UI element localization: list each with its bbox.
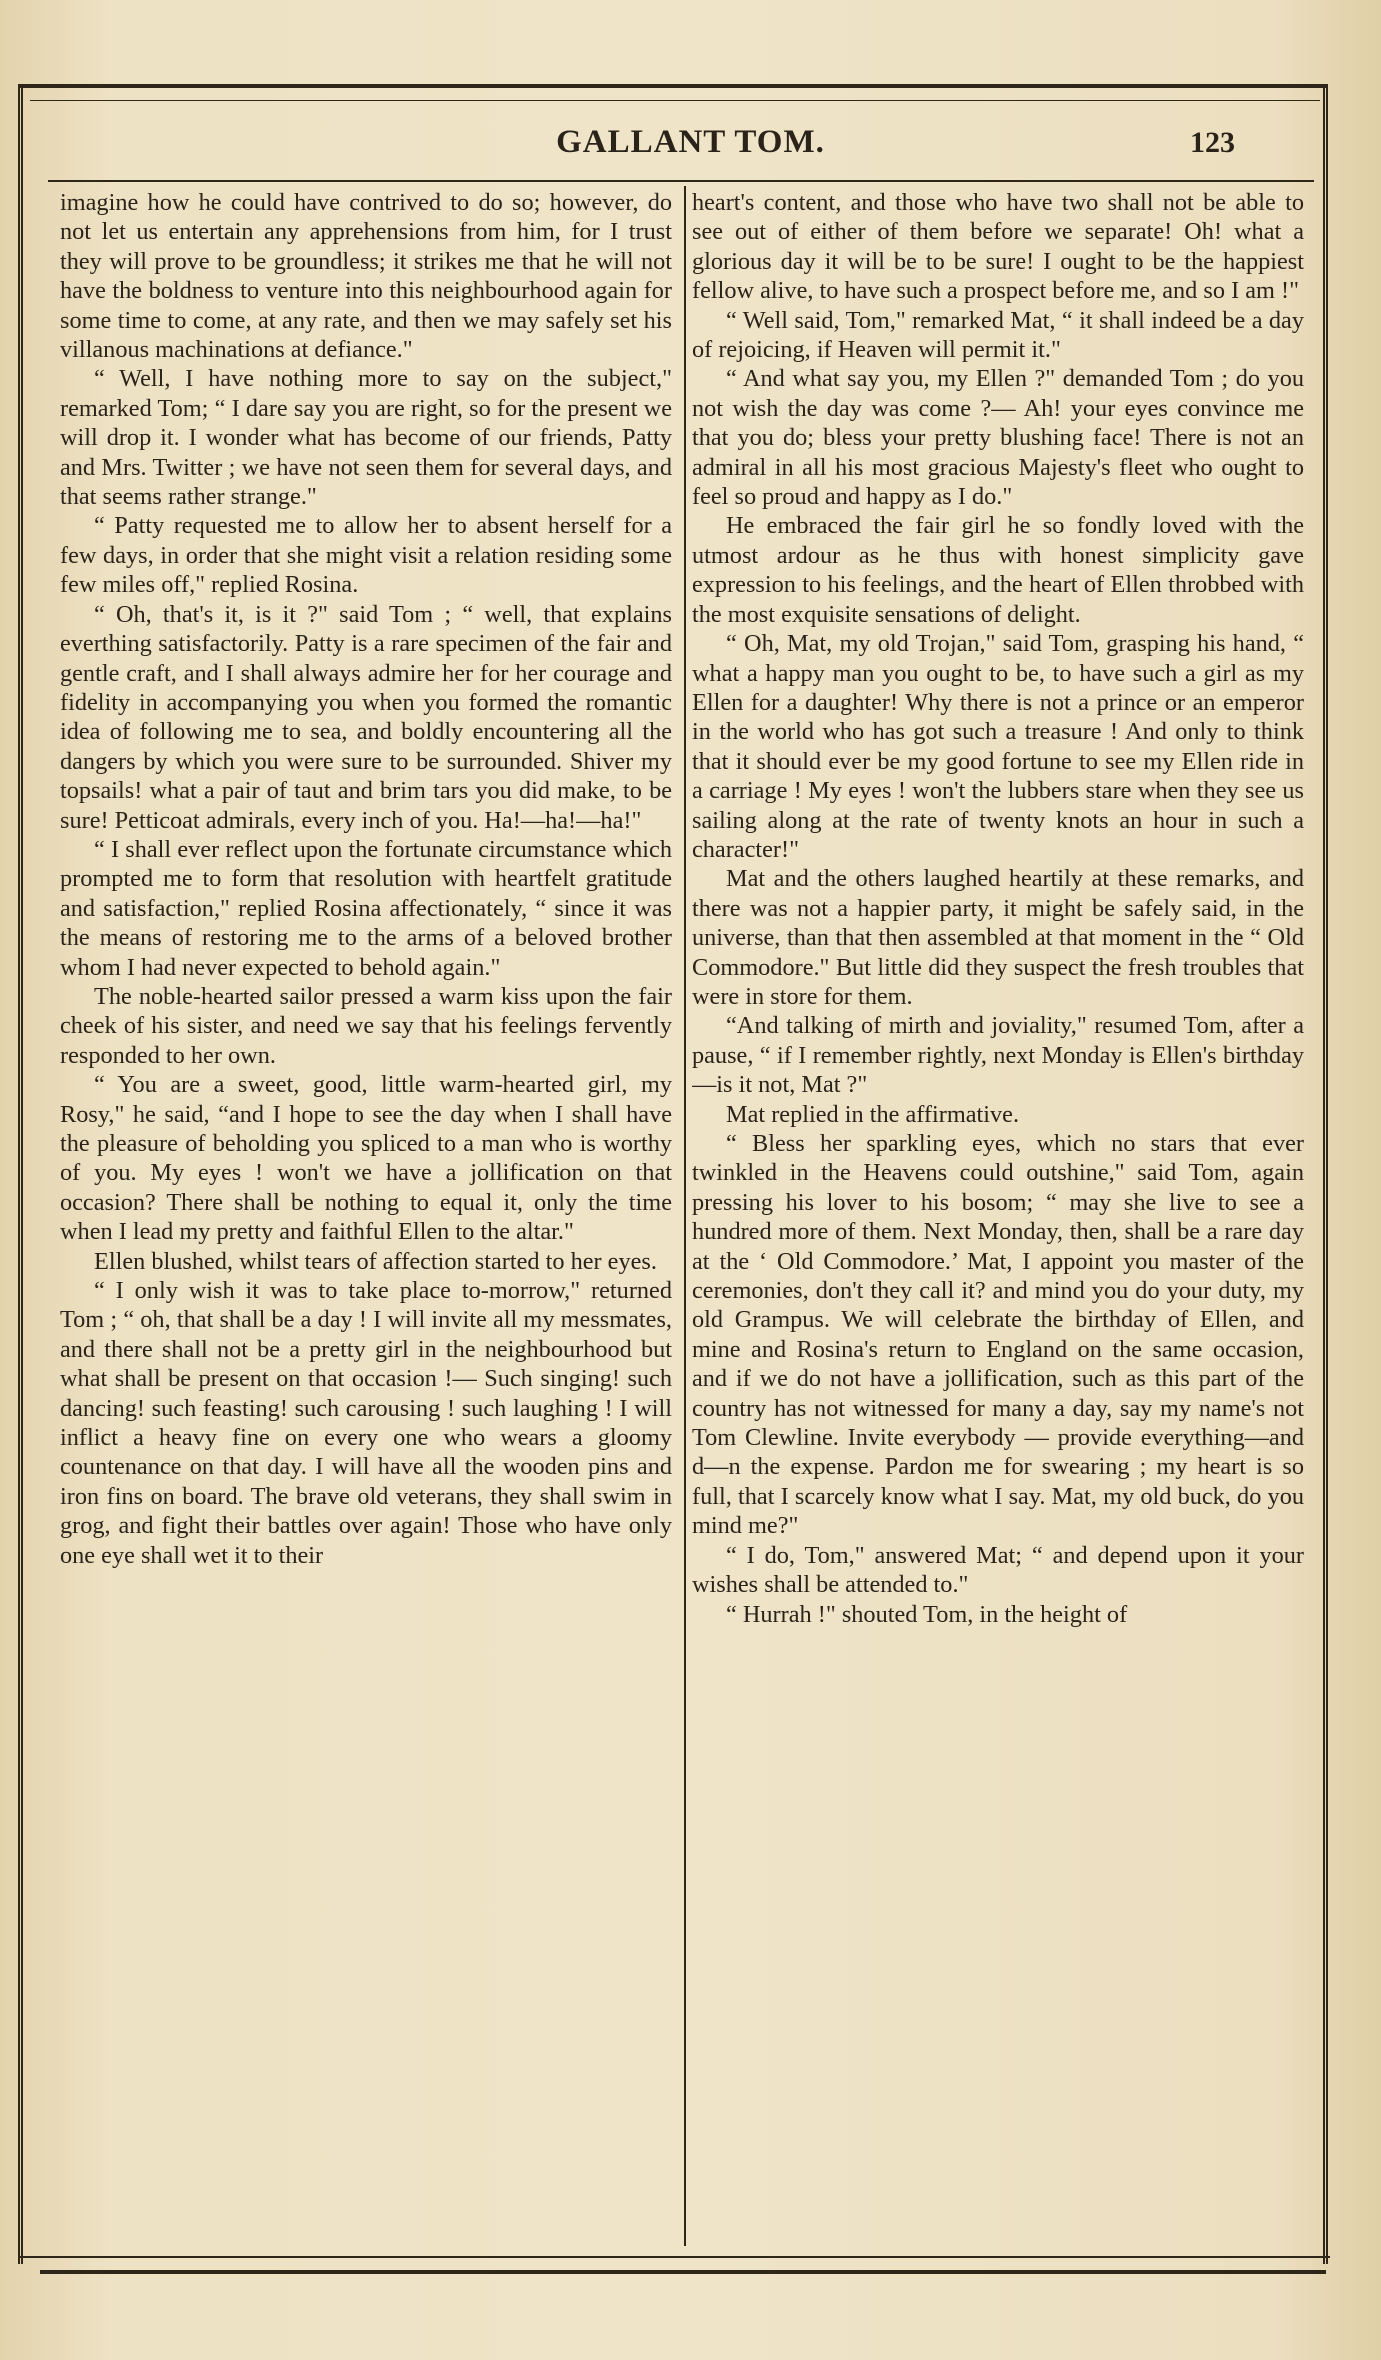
- left-column: [60, 188, 672, 2248]
- paragraph: “ Hurrah !" shouted Tom, in the height of: [726, 1600, 1128, 1628]
- paragraph: “ Patty requested me to allow her to absent herself for a few days, in order that she might visit a relation residing some few miles off," replied Rosina.: [60, 512, 672, 599]
- column-divider: [684, 186, 686, 2246]
- paragraph: imagine how he could have contrived to do so; however, do not let us entertain any apprehensions from him, for I trust they will prove to be groundless; it strikes me that he will not have the boldness to venture into this neighbourhood again for some time to come, at any rate, and then we may safely set his villanous machinations at defiance.": [60, 189, 672, 364]
- bottom-border-rule: [18, 2256, 1330, 2258]
- right-column: [692, 188, 1304, 2248]
- page-number: 123: [1190, 126, 1235, 159]
- paragraph: “ And what say you, my Ellen ?" demanded Tom ; do you not wish the day was come ?— Ah! your eyes convince me that you do; bless your pretty blushing face! There is not an admiral in all his most gracious Majesty's fleet who ought to feel so proud and happy as I do.": [692, 365, 1304, 511]
- paragraph: The noble-hearted sailor pressed a warm kiss upon the fair cheek of his sister, and need we say that his feelings fervently responded to her own.: [60, 982, 672, 1069]
- running-title: GALLANT TOM.: [556, 124, 825, 160]
- paragraph: Mat and the others laughed heartily at these remarks, and there was not a happier party, it might be safely said, in the universe, than that then assembled at that moment in the “ Old Commodore." But little did they suspect the fresh troubles that were in store for them.: [692, 865, 1304, 1010]
- header-rule: [48, 180, 1314, 182]
- paragraph: “ Oh, that's it, is it ?" said Tom ; “ well, that explains everthing satisfactorily. Patty is a rare specimen of the fair and gentle craft, and I shall always admire her for her courage and fidelity in accompanying you when you formed the romantic idea of following me to sea, and boldly encountering all the dangers by which you were sure to be surrounded. Shiver my topsails! what a pair of taut and brim tars you did make, to be sure! Petticoat admirals, every inch of you. Ha!—ha!—ha!": [60, 600, 672, 834]
- paragraph: “ I shall ever reflect upon the fortunate circumstance which prompted me to form that resolution with heartfelt gratitude and satisfaction," replied Rosina affectionately, “ since it was the means of restoring me to the arms of a beloved brother whom I had never expected to behold again.": [60, 835, 672, 981]
- paragraph: “ I do, Tom," answered Mat; “ and depend upon it your wishes shall be attended to.": [692, 1541, 1304, 1599]
- paragraph: “ Oh, Mat, my old Trojan," said Tom, grasping his hand, “ what a happy man you ought to be, to have such a girl as my Ellen for a daughter! Why there is not a prince or an emperor in the world who has got such a treasure ! And only to think that it should ever be my good fortune to see my Ellen ride in a carriage ! My eyes ! won't the lubbers stare when they see us sailing along at the rate of twenty knots an hour in such a character!": [692, 630, 1304, 863]
- paragraph: “And talking of mirth and joviality," resumed Tom, after a pause, “ if I remember rightly, next Monday is Ellen's birthday—is it not, Mat ?": [692, 1012, 1304, 1099]
- paragraph: Mat replied in the affirmative.: [726, 1100, 1020, 1128]
- paragraph: Ellen blushed, whilst tears of affection started to her eyes.: [94, 1247, 657, 1275]
- bottom-border-thick-rule: [40, 2270, 1326, 2274]
- paragraph: “ Bless her sparkling eyes, which no stars that ever twinkled in the Heavens could outshine," said Tom, again pressing his lover to his bosom; “ may she live to see a hundred more of them. Next Monday, then, shall be a rare day at the ‘ Old Commodore.’ Mat, I appoint you master of the ceremonies, don't they call it? and mind you do your duty, my old Grampus. We will celebrate the birthday of Ellen, and mine and Rosina's return to England on the same occasion, and if we do not have a jollification, such as this part of the country has not witnessed for many a day, say my name's not Tom Clewline. Invite everybody — provide everything—and d—n the expense. Pardon me for swearing ; my heart is so full, that I scarcely know what I say. Mat, my old buck, do you mind me?": [692, 1130, 1304, 1540]
- paragraph: He embraced the fair girl he so fondly loved with the utmost ardour as he thus with honest simplicity gave expression to his feelings, and the heart of Ellen throbbed with the most exquisite sensations of delight.: [692, 512, 1304, 628]
- paragraph: “ Well said, Tom," remarked Mat, “ it shall indeed be a day of rejoicing, if Heaven will permit it.": [692, 306, 1304, 364]
- paragraph: “ Well, I have nothing more to say on the subject," remarked Tom; “ I dare say you are right, so for the present we will drop it. I wonder what has become of our friends, Patty and Mrs. Twitter ; we have not seen them for several days, and that seems rather strange.": [60, 365, 672, 511]
- paragraph: “ I only wish it was to take place to-morrow," returned Tom ; “ oh, that shall be a day ! I will invite all my messmates, and there shall not be a pretty girl in the neighbourhood but what shall be present on that occasion !— Such singing! such dancing! such feasting! such carousing ! such laughing ! I will inflict a heavy fine on every one who wears a gloomy countenance on that day. I will have all the wooden pins and iron fins on board. The brave old veterans, they shall swim in grog, and fight their battles over again! Those who have only one eye shall wet it to their: [60, 1277, 672, 1569]
- paragraph: heart's content, and those who have two shall not be able to see out of either of them before we separate! Oh! what a glorious day it will be to be sure! I ought to be the happiest fellow alive, to have such a prospect before me, and so I am !": [692, 189, 1304, 305]
- paragraph: “ You are a sweet, good, little warm-hearted girl, my Rosy," he said, “and I hope to see the day when I shall have the pleasure of beholding you spliced to a man who is worthy of you. My eyes ! won't we have a jollification on that occasion? There shall be nothing to equal it, only the time when I lead my pretty and faithful Ellen to the altar.": [60, 1071, 672, 1246]
